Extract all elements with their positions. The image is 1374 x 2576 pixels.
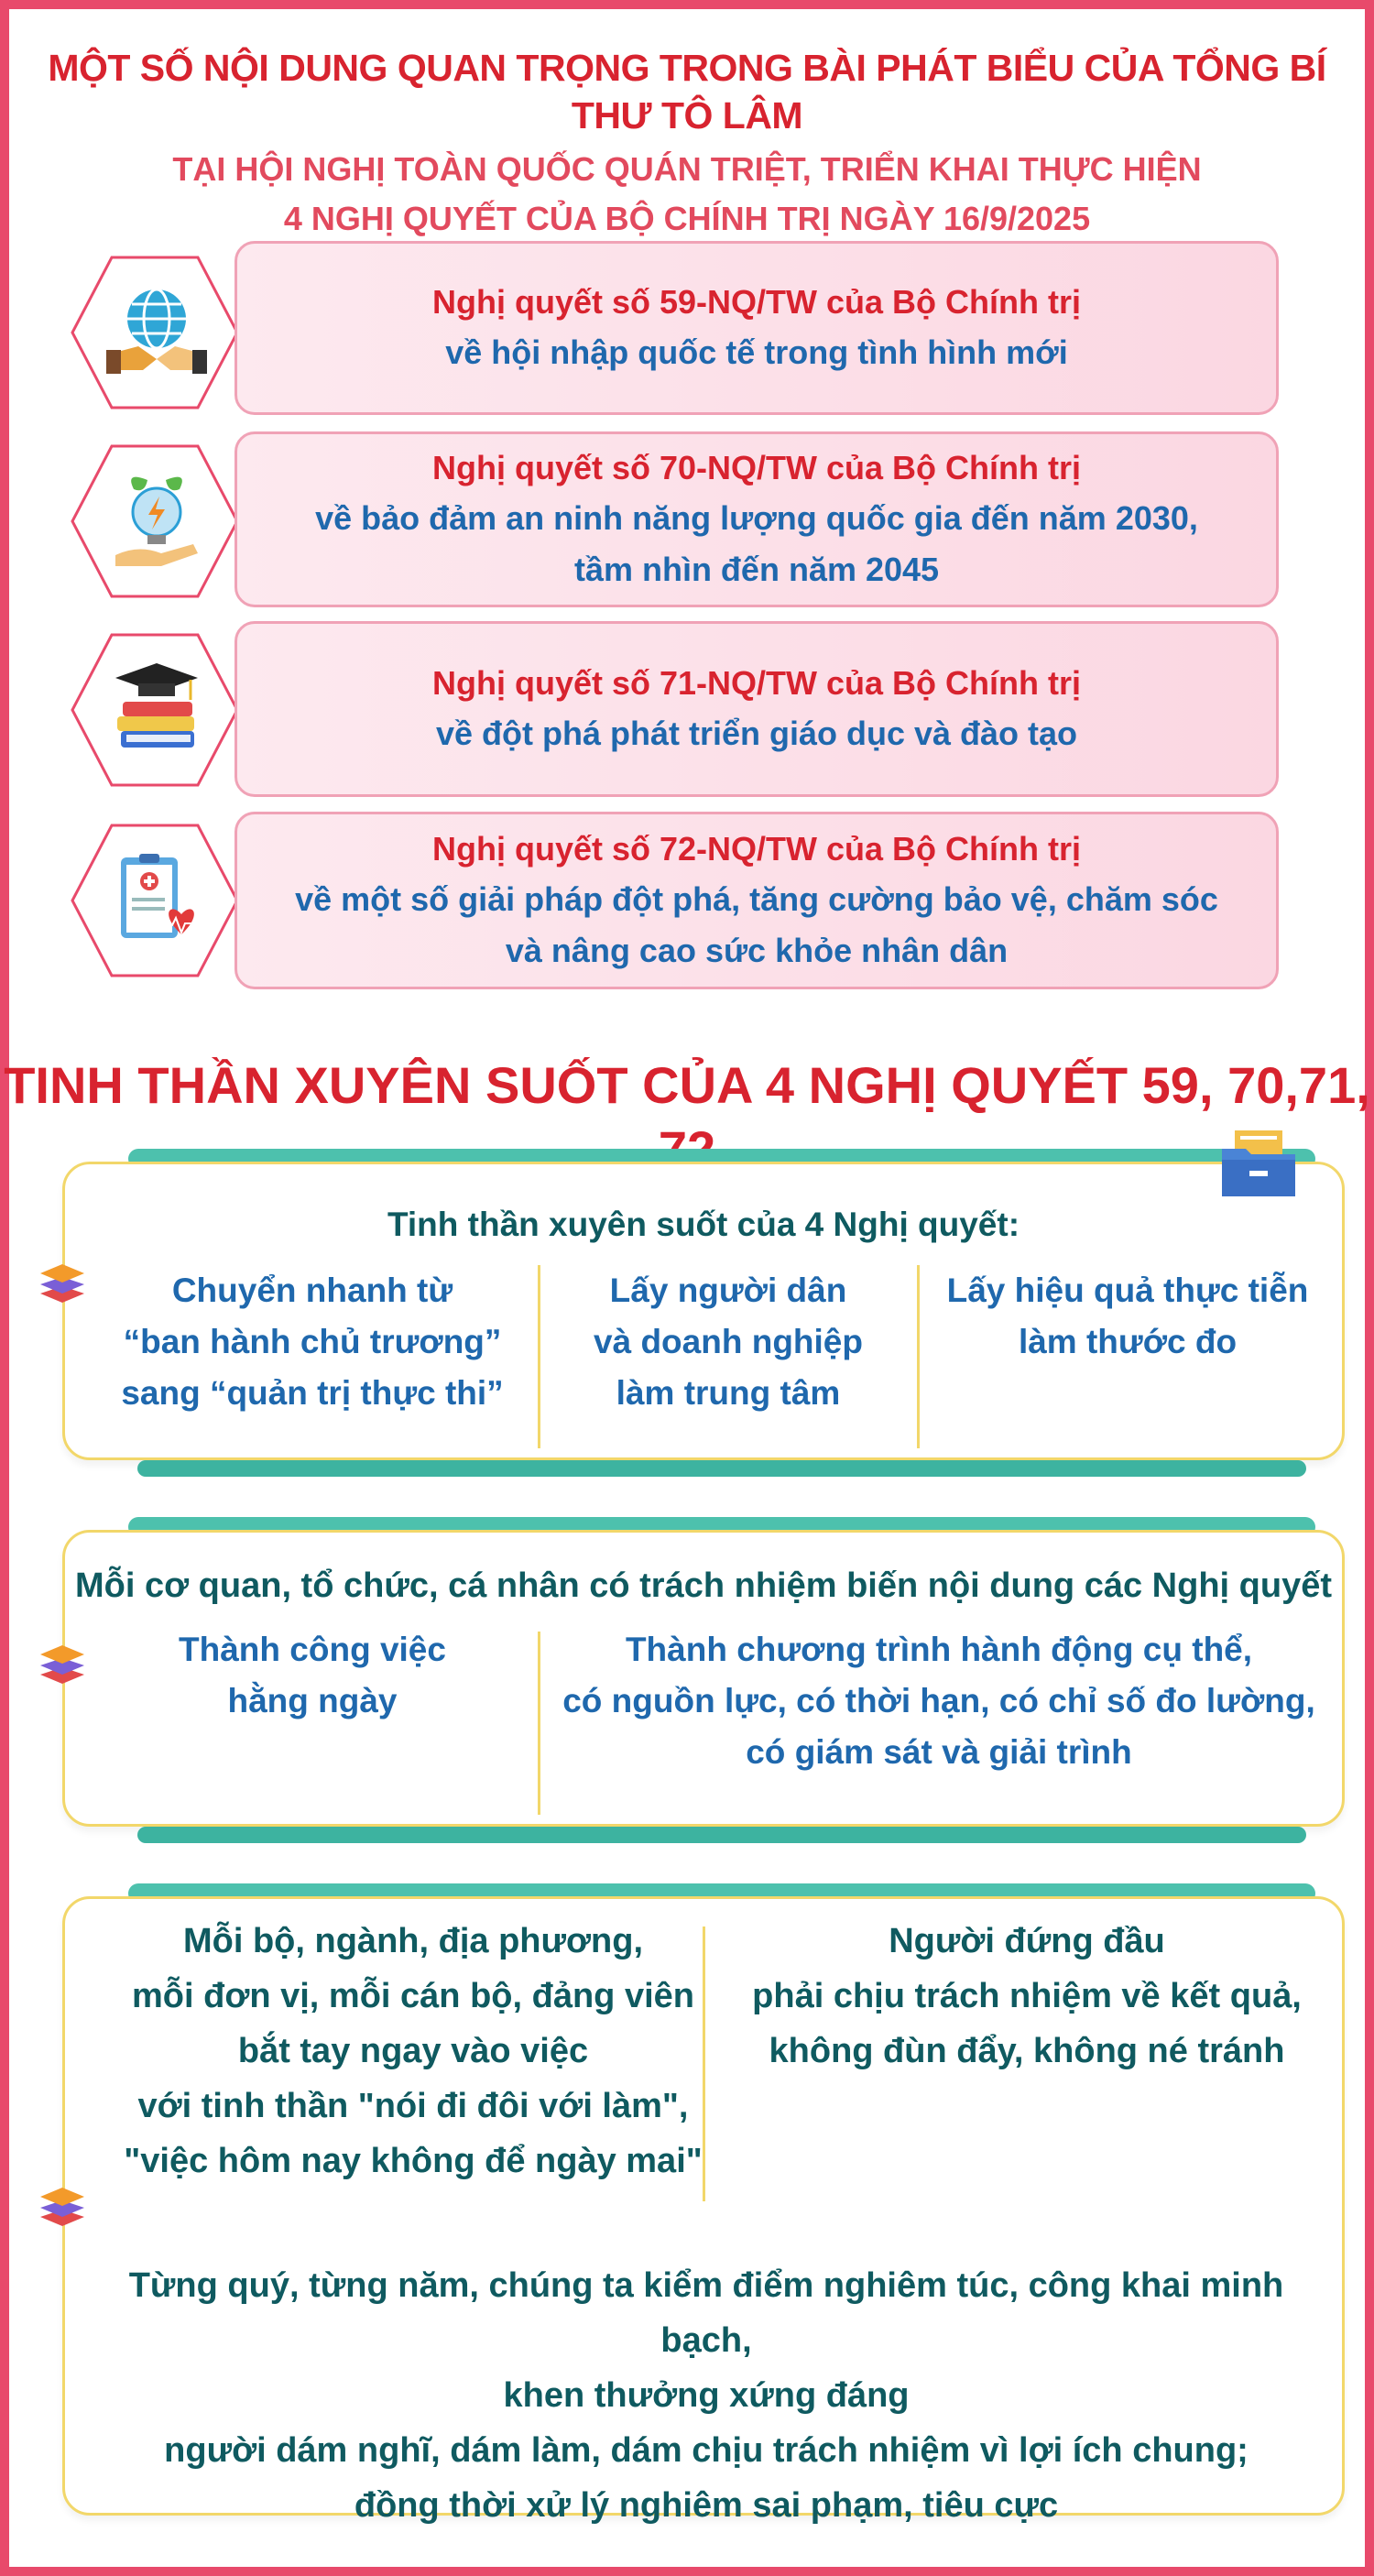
column-line: Thành chương trình hành động cụ thể, bbox=[625, 1631, 1253, 1668]
header-subtitle-1: TẠI HỘI NGHỊ TOÀN QUỐC QUÁN TRIỆT, TRIỂN KHAI THỰC HIỆN bbox=[172, 150, 1202, 188]
column-line: làm thước đo bbox=[1018, 1323, 1238, 1360]
teal-bar bbox=[137, 1827, 1306, 1843]
folder-icon bbox=[1218, 1127, 1301, 1200]
column-line: Thành công việc bbox=[179, 1631, 446, 1668]
spirit-column-2 bbox=[545, 1265, 911, 1419]
stacked-layers-icon bbox=[38, 1640, 86, 1687]
resolution-card-71 bbox=[234, 621, 1279, 797]
resolution-card-59 bbox=[234, 241, 1279, 415]
divider bbox=[538, 1632, 540, 1815]
hexagon-badge bbox=[70, 443, 240, 599]
column-line: làm trung tâm bbox=[616, 1374, 841, 1412]
resolution-title: Nghị quyết số 59-NQ/TW của Bộ Chính trị bbox=[431, 283, 1081, 321]
hexagon-badge bbox=[70, 823, 240, 978]
column-line: Mỗi bộ, ngành, địa phương, bbox=[182, 1922, 643, 1960]
column-line: Lấy người dân bbox=[609, 1272, 847, 1309]
responsibility-card bbox=[62, 1530, 1345, 1827]
hexagon-badge bbox=[70, 632, 240, 788]
column-line: bắt tay ngay vào việc bbox=[237, 2032, 589, 2070]
divider bbox=[538, 1265, 540, 1448]
resolution-card-70 bbox=[234, 431, 1279, 607]
header-subtitle-2: 4 NGHỊ QUYẾT CỦA BỘ CHÍNH TRỊ NGÀY 16/9/2025 bbox=[283, 200, 1091, 237]
column-line: phải chịu trách nhiệm về kết quả, bbox=[752, 1977, 1302, 2015]
action-card bbox=[62, 1896, 1345, 2525]
resolution-title: Nghị quyết số 71-NQ/TW của Bộ Chính trị bbox=[431, 664, 1081, 702]
graduation-books-icon bbox=[106, 660, 207, 760]
column-line: có nguồn lực, có thời hạn, có chỉ số đo lường, bbox=[562, 1682, 1315, 1719]
column-line: "việc hôm nay không để ngày mai" bbox=[124, 2142, 703, 2180]
card-heading: Tinh thần xuyên suốt của 4 Nghị quyết: bbox=[387, 1206, 1020, 1243]
resolution-title: Nghị quyết số 72-NQ/TW của Bộ Chính trị bbox=[431, 830, 1081, 868]
health-clipboard-icon bbox=[106, 850, 207, 951]
teal-bar bbox=[137, 1460, 1306, 1477]
globe-handshake-icon bbox=[106, 282, 207, 383]
column-line: Từng quý, từng năm, chúng ta kiểm điểm nghiêm túc, công khai minh bạch, bbox=[128, 2266, 1284, 2360]
resolution-desc-line1: về một số giải pháp đột phá, tăng cường bảo vệ, chăm sóc bbox=[295, 880, 1218, 918]
stacked-layers-icon bbox=[38, 2182, 86, 2230]
divider bbox=[703, 1927, 705, 2201]
energy-bulb-icon bbox=[106, 471, 207, 572]
action-right-column bbox=[715, 1914, 1338, 2079]
column-line: Chuyển nhanh từ bbox=[171, 1272, 453, 1309]
resolution-desc-line2: tầm nhìn đến năm 2045 bbox=[573, 551, 940, 588]
column-line: hằng ngày bbox=[227, 1682, 398, 1719]
column-line: người dám nghĩ, dám làm, dám chịu trách nhiệm vì lợi ích chung; bbox=[164, 2431, 1249, 2470]
header-title: MỘT SỐ NỘI DUNG QUAN TRỌNG TRONG BÀI PHÁT BIỂU CỦA TỔNG BÍ THƯ TÔ LÂM bbox=[48, 47, 1326, 136]
responsibility-column-2 bbox=[545, 1624, 1333, 1778]
responsibility-column-1 bbox=[93, 1624, 532, 1727]
resolution-card-72 bbox=[234, 812, 1279, 989]
hexagon-badge bbox=[70, 255, 240, 410]
action-left-column bbox=[83, 1914, 743, 2189]
column-line: Người đứng đầu bbox=[889, 1922, 1165, 1960]
resolution-desc-line2: và nâng cao sức khỏe nhân dân bbox=[505, 932, 1009, 969]
column-line: mỗi đơn vị, mỗi cán bộ, đảng viên bbox=[132, 1977, 694, 2015]
column-line: với tinh thần "nói đi đôi với làm", bbox=[137, 2087, 689, 2125]
spirit-column-3 bbox=[926, 1265, 1329, 1368]
card-heading: Mỗi cơ quan, tổ chức, cá nhân có trách nhiệm biến nội dung các Nghị quyết bbox=[74, 1566, 1332, 1605]
column-line: “ban hành chủ trương” bbox=[123, 1323, 502, 1360]
stacked-layers-icon bbox=[38, 1259, 86, 1306]
resolution-title: Nghị quyết số 70-NQ/TW của Bộ Chính trị bbox=[431, 449, 1081, 486]
resolution-desc-line1: về bảo đảm an ninh năng lượng quốc gia đến năm 2030, bbox=[315, 499, 1198, 537]
column-line: sang “quản trị thực thi” bbox=[121, 1374, 504, 1412]
column-line: có giám sát và giải trình bbox=[746, 1733, 1132, 1771]
column-line: và doanh nghiệp bbox=[594, 1323, 863, 1360]
column-line: Lấy hiệu quả thực tiễn bbox=[946, 1272, 1309, 1309]
divider bbox=[917, 1265, 920, 1448]
resolution-desc: về hội nhập quốc tế trong tình hình mới bbox=[445, 333, 1068, 371]
section-title: TINH THẦN XUYÊN SUỐT CỦA 4 NGHỊ QUYẾT 59, 70,71, bbox=[4, 1056, 1370, 1114]
spirit-column-1 bbox=[93, 1265, 532, 1419]
column-line: không đùn đẩy, không né tránh bbox=[769, 2032, 1285, 2070]
spirit-card bbox=[62, 1162, 1345, 1460]
action-bottom-text bbox=[83, 2258, 1329, 2533]
resolution-desc: về đột phá phát triển giáo dục và đào tạo bbox=[435, 715, 1078, 752]
page-header bbox=[18, 44, 1356, 244]
column-line: đồng thời xử lý nghiêm sai phạm, tiêu cực bbox=[354, 2486, 1059, 2525]
column-line: khen thưởng xứng đáng bbox=[503, 2376, 910, 2415]
